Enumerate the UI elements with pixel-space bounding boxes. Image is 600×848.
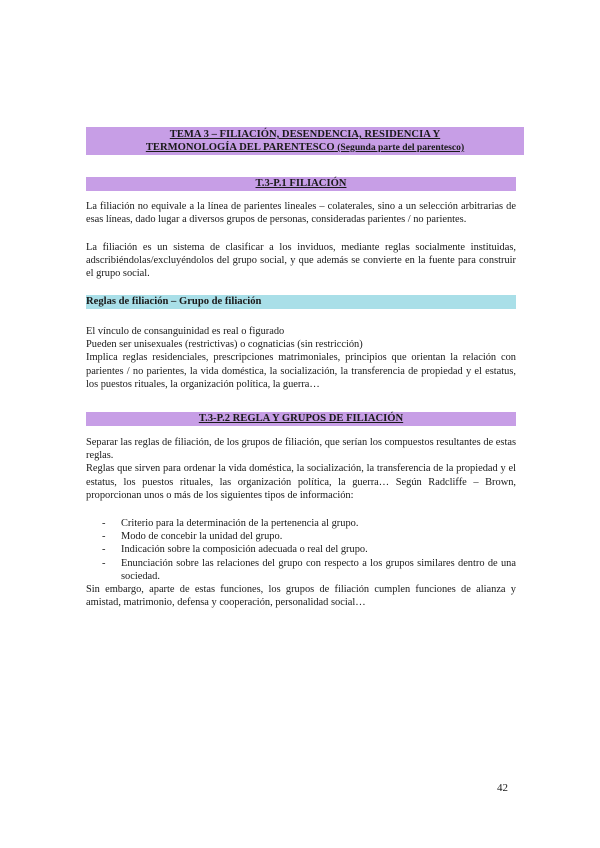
section1-para2: La filiación es un sistema de clasificar a los inviduos, mediante reglas socialmente instituidas, adscribiéndolas/excluyéndolos del grupo social, y que además se convierte en la fuente para construir el grupo social. <box>86 242 516 280</box>
page-number: 42 <box>497 782 508 794</box>
chapter-title <box>86 127 524 155</box>
rules-line3: Implica reglas residenciales, prescripciones matrimoniales, principios que orientan la relación con parientes / no parientes, la vida doméstica, la socialización, la transferencia de propiedad y el estatus, los puestos rituales, la organización política, la guerra… <box>86 352 516 390</box>
chapter-title-sub: (Segunda parte del parentesco) <box>337 142 465 153</box>
rules-line2: Pueden ser unisexuales (restrictivas) o cognaticias (sin restricción) <box>86 339 363 351</box>
section1-para2-block <box>86 241 516 281</box>
chapter-title-line1: TEMA 3 – FILIACIÓN, DESENDENCIA, RESIDENCIA Y <box>169 129 441 140</box>
list-item: - Indicación sobre la composición adecuada o real del grupo. <box>86 543 516 556</box>
section2-heading: T.3-P.2 REGLA Y GRUPOS DE FILIACIÓN <box>86 412 516 426</box>
list-item: - Enunciación sobre las relaciones del grupo con respecto a los grupos similares dentro de una sociedad. <box>86 557 516 583</box>
info-list <box>86 517 516 583</box>
list-item: - Criterio para la determinación de la pertenencia al grupo. <box>86 517 516 530</box>
section2-para2: Reglas que sirven para ordenar la vida doméstica, la socialización, la transferencia de la propiedad y el estatus, los puestos rituales, las organización política, la guerra… Según Radcliffe – Brown, proporcionan unos o más de los siguientes tipos de información: <box>86 463 516 501</box>
rules-heading: Reglas de filiación – Grupo de filiación <box>86 295 516 309</box>
section1-para1-block <box>86 200 516 226</box>
section1-para1: La filiación no equivale a la línea de parientes lineales – colaterales, sino a un selección arbitrarias de esas líneas, dado lugar a diversos grupos de personas, consideradas parientes / no parientes. <box>86 201 516 226</box>
chapter-title-line2 <box>90 141 520 154</box>
section1-heading: T.3-P.1 FILIACIÓN <box>86 177 516 191</box>
list-item: - Modo de concebir la unidad del grupo. <box>86 530 516 543</box>
section2-body <box>86 436 516 502</box>
chapter-title-main: TERMONOLOGÍA DEL PARENTESCO <box>145 142 335 153</box>
section2-para3: Sin embargo, aparte de estas funciones, los grupos de filiación cumplen funciones de alianza y amistad, matrimonio, defensa y cooperación, personalidad social… <box>86 584 516 609</box>
rules-line1: El vínculo de consanguinidad es real o figurado <box>86 326 285 337</box>
rules-body <box>86 325 516 391</box>
section2-list-block <box>86 517 516 609</box>
section2-para1: Separar las reglas de filiación, de los grupos de filiación, que serían los compuestos resultantes de estas reglas. <box>86 437 516 462</box>
